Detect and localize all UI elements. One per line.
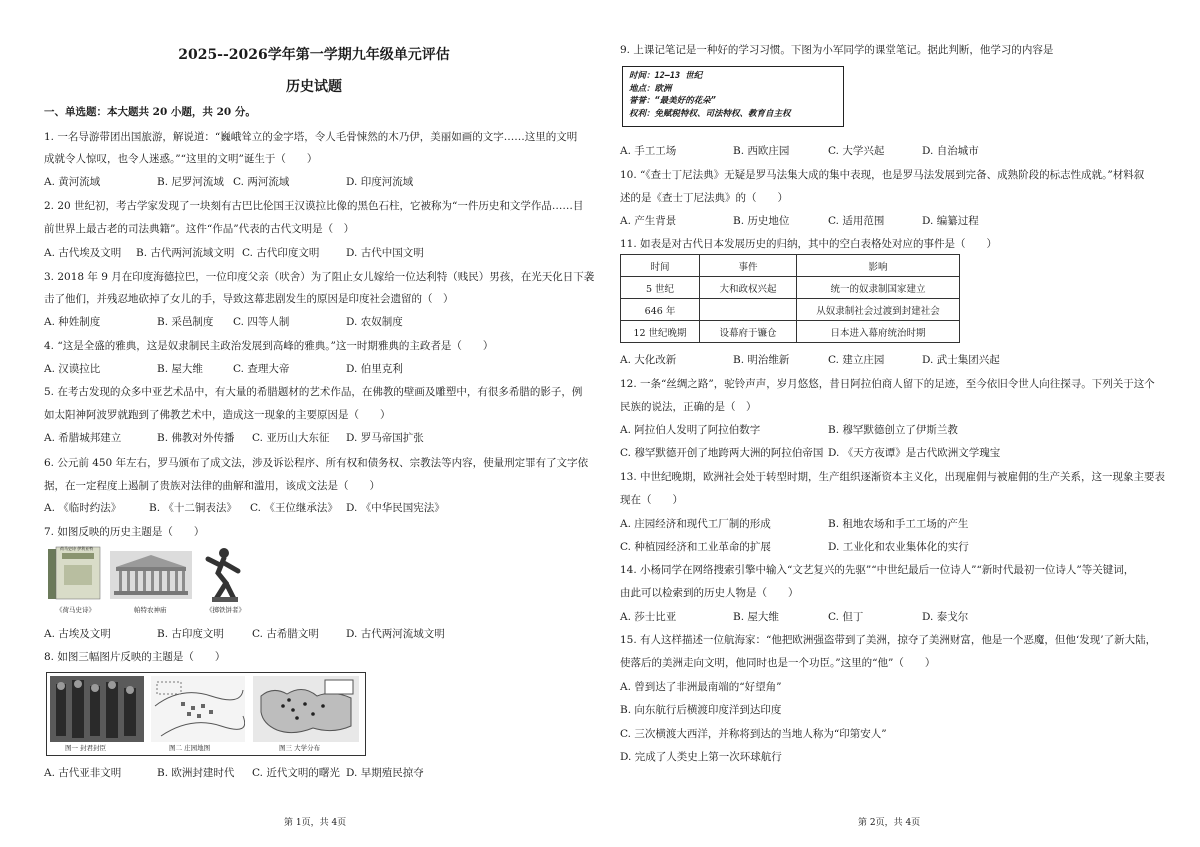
q5-option-d[interactable]: D. 罗马帝国扩张 xyxy=(346,432,424,444)
q8-option-b[interactable]: B. 欧洲封建时代 xyxy=(157,767,235,779)
q1-text-2: 成就令人惊叹，也令人迷惑。”“这里的文明”诞生于（ ） xyxy=(44,153,318,165)
q15-option-d[interactable]: D. 完成了人类史上第一次环球航行 xyxy=(620,751,782,763)
q13-options-row-2 xyxy=(620,539,1165,555)
table-cell: 日本进入幕府统治时期 xyxy=(797,321,960,343)
table-cell: 646 年 xyxy=(621,299,700,321)
university-map-image xyxy=(253,676,359,742)
note-line-rights: 权利：免赋税特权、司法特权、教育自主权 xyxy=(629,108,791,119)
q13-option-c[interactable]: C. 种植园经济和工业革命的扩展 xyxy=(620,541,771,553)
q13-options-row-1 xyxy=(620,516,1165,532)
q4-options xyxy=(44,361,584,377)
note-line-time: 时间：12—13 世纪 xyxy=(629,71,703,81)
q12-option-d[interactable]: D. 《天方夜谭》是古代欧洲文学瑰宝 xyxy=(828,447,1001,459)
q7-options xyxy=(44,626,584,642)
q7-option-a[interactable]: A. 古埃及文明 xyxy=(44,628,111,640)
table-header-row xyxy=(621,255,960,277)
q8-option-c[interactable]: C. 近代文明的曙光 xyxy=(252,767,340,779)
q8-images xyxy=(46,672,366,756)
q6-option-d[interactable]: D. 《中华民国宪法》 xyxy=(346,502,445,514)
q5-options xyxy=(44,430,584,446)
table-cell: 从奴隶制社会过渡到封建社会 xyxy=(797,299,960,321)
q3-option-c[interactable]: C. 四等人制 xyxy=(233,316,290,328)
q2-option-a[interactable]: A. 古代埃及文明 xyxy=(44,247,122,259)
q6-options xyxy=(44,500,584,516)
q4-text: 4. “这是全盛的雅典，这是奴隶制民主政治发展到高峰的雅典。”这一时期雅典的主政者是（ ） xyxy=(44,340,494,352)
q8-caption-3: 图三 大学分布 xyxy=(279,744,321,752)
q14-text: 14. 小杨同学在网络搜索引擎中输入“文艺复兴的先驱”“中世纪最后一位诗人”“新时代最初一位诗人”等关键词， xyxy=(620,564,1135,576)
q12-options-row-1 xyxy=(620,422,1165,438)
q10-text: 10. “《查士丁尼法典》无疑是罗马法集大成的集中表现，也是罗马法发展到完备、成熟阶段的标志性成就。”材料叙 xyxy=(620,169,1145,181)
q6-text-2: 据，在一定程度上遏制了贵族对法律的曲解和滥用，该成文法是（ ） xyxy=(44,480,380,492)
table-header-impact: 影响 xyxy=(797,255,960,277)
q15-option-a[interactable]: A. 曾到达了非洲最南端的“好望角” xyxy=(620,681,782,693)
q5-option-c[interactable]: C. 亚历山大东征 xyxy=(252,432,330,444)
q12-option-a[interactable]: A. 阿拉伯人发明了阿拉伯数字 xyxy=(620,424,761,436)
q7-option-b[interactable]: B. 古印度文明 xyxy=(157,628,224,640)
q3-option-d[interactable]: D. 农奴制度 xyxy=(346,316,403,328)
q10-option-b[interactable]: B. 历史地位 xyxy=(733,215,790,227)
q12-text-2: 民族的说法，正确的是（ ） xyxy=(620,401,757,413)
q7-images xyxy=(46,545,246,615)
q8-options xyxy=(44,765,584,781)
q8-option-a[interactable]: A. 古代亚非文明 xyxy=(44,767,122,779)
q9-options xyxy=(620,143,1165,159)
feudal-lords-image xyxy=(50,676,144,742)
q1-option-a[interactable]: A. 黄河流域 xyxy=(44,176,101,188)
q13-option-a[interactable]: A. 庄园经济和现代工厂制的形成 xyxy=(620,518,771,530)
q5-text: 5. 在考古发现的众多中亚艺术品中，有大量的希腊题材的艺术作品，在佛教的壁画及雕塑中，有很多希腊的影子，例 xyxy=(44,386,583,398)
q4-option-a[interactable]: A. 汉谟拉比 xyxy=(44,363,101,375)
table-row xyxy=(621,299,960,321)
q13-text: 13. 中世纪晚期，欧洲社会处于转型时期，生产组织逐渐资本主义化，出现雇佣与被雇佣的生产关系，这一现象主要表 xyxy=(620,471,1166,483)
table-row xyxy=(621,277,960,299)
parthenon-image xyxy=(110,551,192,599)
q9-option-c[interactable]: C. 大学兴起 xyxy=(828,145,885,157)
q7-option-d[interactable]: D. 古代两河流域文明 xyxy=(346,628,445,640)
q3-text: 3. 2018 年 9 月在印度海德拉巴，一位印度父亲（吠舍）为了阻止女儿嫁给一位达利特（贱民）男孩，在光天化日下袭 xyxy=(44,271,595,283)
q11-options xyxy=(620,352,1165,368)
q11-option-b[interactable]: B. 明治维新 xyxy=(733,354,790,366)
q9-option-b[interactable]: B. 西欧庄园 xyxy=(733,145,790,157)
q15-text-2: 使落后的美洲走向文明，他同时也是一个功臣。”这里的“他”（ ） xyxy=(620,657,936,669)
table-cell: 大和政权兴起 xyxy=(700,277,797,299)
q4-option-c[interactable]: C. 查理大帝 xyxy=(233,363,290,375)
q10-options xyxy=(620,213,1165,229)
note-line-place: 地点：欧洲 xyxy=(629,83,672,94)
q14-option-b[interactable]: B. 屋大维 xyxy=(733,611,779,623)
q7-text: 7. 如图反映的历史主题是（ ） xyxy=(44,526,205,538)
q12-option-b[interactable]: B. 穆罕默德创立了伊斯兰教 xyxy=(828,424,958,436)
q12-text: 12. 一条“丝绸之路”，驼铃声声，岁月悠悠，昔日阿拉伯商人留下的足迹，至今依旧令世人向往探寻。下列关于这个 xyxy=(620,378,1155,390)
q5-option-a[interactable]: A. 希腊城邦建立 xyxy=(44,432,122,444)
manor-map-image xyxy=(151,676,245,742)
q14-text-2: 由此可以检索到的历史人物是（ ） xyxy=(620,587,799,599)
table-cell: 设幕府于镰仓 xyxy=(700,321,797,343)
discobolus-image xyxy=(204,545,244,603)
table-cell: 统一的奴隶制国家建立 xyxy=(797,277,960,299)
q6-option-b[interactable]: B. 《十二铜表法》 xyxy=(149,502,237,514)
q11-option-d[interactable]: D. 武士集团兴起 xyxy=(922,354,1000,366)
q12-options-row-2 xyxy=(620,445,1165,461)
q10-option-c[interactable]: C. 适用范围 xyxy=(828,215,885,227)
q9-option-a[interactable]: A. 手工工场 xyxy=(620,145,677,157)
table-cell: 12 世纪晚期 xyxy=(621,321,700,343)
table-row xyxy=(621,321,960,343)
page-footer-1: 第 1页，共 4页 xyxy=(284,818,347,828)
q11-text: 11. 如表是对古代日本发展历史的归纳，其中的空白表格处对应的事件是（ ） xyxy=(620,238,998,250)
japan-history-table xyxy=(620,254,960,343)
q14-options xyxy=(620,609,1165,625)
table-header-time: 时间 xyxy=(621,255,700,277)
q9-option-d[interactable]: D. 自治城市 xyxy=(922,145,979,157)
q1-option-c[interactable]: C. 两河流域 xyxy=(233,176,290,188)
q4-option-d[interactable]: D. 伯里克利 xyxy=(346,363,403,375)
q3-option-a[interactable]: A. 种姓制度 xyxy=(44,316,101,328)
q3-options xyxy=(44,314,584,330)
q4-option-b[interactable]: B. 屋大维 xyxy=(157,363,203,375)
q2-text: 2. 20 世纪初，考古学家发现了一块刻有古巴比伦国王汉谟拉比像的黑色石柱，它被称为“一件历史和文学作品……目 xyxy=(44,200,584,212)
q2-option-d[interactable]: D. 古代中国文明 xyxy=(346,247,424,259)
q7-caption-2: 帕特农神庙 xyxy=(134,606,167,614)
q13-option-d[interactable]: D. 工业化和农业集体化的实行 xyxy=(828,541,969,553)
q10-text-2: 述的是《查士丁尼法典》的（ ） xyxy=(620,192,788,204)
q7-caption-1: 《荷马史诗》 xyxy=(56,606,95,614)
table-header-event: 事件 xyxy=(700,255,797,277)
q3-text-2: 击了他们，并残忍地砍掉了女儿的手，导致这幕悲剧发生的原因是印度社会遗留的（ ） xyxy=(44,293,454,305)
q11-option-c[interactable]: C. 建立庄园 xyxy=(828,354,885,366)
homer-epic-book-image xyxy=(46,545,106,603)
q10-option-d[interactable]: D. 编纂过程 xyxy=(922,215,979,227)
q2-option-b[interactable]: B. 古代两河流域文明 xyxy=(136,247,235,259)
q6-text: 6. 公元前 450 年左右，罗马颁布了成文法，涉及诉讼程序、所有权和债务权、宗教法等内容，使量刑定罪有了文字依 xyxy=(44,457,589,469)
q1-option-d[interactable]: D. 印度河流域 xyxy=(346,176,414,188)
q14-option-c[interactable]: C. 但丁 xyxy=(828,611,864,623)
page-footer-2: 第 2页，共 4页 xyxy=(858,818,921,828)
note-line-praise: 誉誉：“最美好的花朵” xyxy=(629,96,716,106)
q10-option-a[interactable]: A. 产生背景 xyxy=(620,215,677,227)
exam-title: 2025--2026学年第一学期九年级单元评估 xyxy=(178,47,450,63)
q8-caption-1: 图一 封君封臣 xyxy=(65,744,107,752)
q8-caption-2: 图二 庄园地图 xyxy=(169,744,211,752)
q7-caption-3: 《掷铁饼者》 xyxy=(206,606,245,614)
table-cell: 5 世纪 xyxy=(621,277,700,299)
q2-text-2: 前世界上最古老的司法典籍”。这件“作品”代表的古代文明是（ ） xyxy=(44,223,355,235)
q2-option-c[interactable]: C. 古代印度文明 xyxy=(242,247,320,259)
q6-option-a[interactable]: A. 《临时约法》 xyxy=(44,502,122,514)
section-heading: 一、单选题：本大题共 20 小题，共 20 分。 xyxy=(44,106,256,118)
q9-text: 9. 上课记笔记是一种好的学习习惯。下图为小军同学的课堂笔记。据此判断，他学习的内容是 xyxy=(620,44,1054,56)
q8-option-d[interactable]: D. 早期殖民掠夺 xyxy=(346,767,424,779)
q2-options xyxy=(44,245,584,261)
q1-text: 1. 一名导游带团出国旅游，解说道：“巍峨耸立的金字塔，令人毛骨悚然的木乃伊，美丽如画的文字……这里的文明 xyxy=(44,131,578,143)
q8-text: 8. 如图三幅图片反映的主题是（ ） xyxy=(44,651,226,663)
q14-option-a[interactable]: A. 莎士比亚 xyxy=(620,611,677,623)
class-note-box xyxy=(622,66,844,127)
q1-option-b[interactable]: B. 尼罗河流域 xyxy=(157,176,224,188)
q14-option-d[interactable]: D. 泰戈尔 xyxy=(922,611,969,623)
q3-option-b[interactable]: B. 采邑制度 xyxy=(157,316,214,328)
q5-option-b[interactable]: B. 佛教对外传播 xyxy=(157,432,235,444)
q7-option-c[interactable]: C. 古希腊文明 xyxy=(252,628,319,640)
q13-text-2: 现在（ ） xyxy=(620,494,683,506)
q15-option-c[interactable]: C. 三次横渡大西洋，并称将到达的当地人称为“印第安人” xyxy=(620,728,887,740)
q5-text-2: 如太阳神阿波罗就跑到了佛教艺术中，造成这一现象的主要原因是（ ） xyxy=(44,409,391,421)
q1-options xyxy=(44,174,584,190)
q13-option-b[interactable]: B. 租地农场和手工工场的产生 xyxy=(828,518,969,530)
q12-option-c[interactable]: C. 穆罕默德开创了地跨两大洲的阿拉伯帝国 xyxy=(620,447,824,459)
q11-option-a[interactable]: A. 大化改新 xyxy=(620,354,677,366)
q15-text: 15. 有人这样描述一位航海家：“他把欧洲强盗带到了美洲，掠夺了美洲财富，他是一个恶魔，但他‘发现’了新大陆， xyxy=(620,634,1157,646)
table-cell-blank xyxy=(700,299,797,321)
q15-option-b[interactable]: B. 向东航行后横渡印度洋到达印度 xyxy=(620,704,782,716)
homer-book-label: 荷马史诗 伊利亚特 xyxy=(60,546,94,551)
exam-subtitle: 历史试题 xyxy=(286,79,342,95)
q6-option-c[interactable]: C. 《王位继承法》 xyxy=(250,502,338,514)
